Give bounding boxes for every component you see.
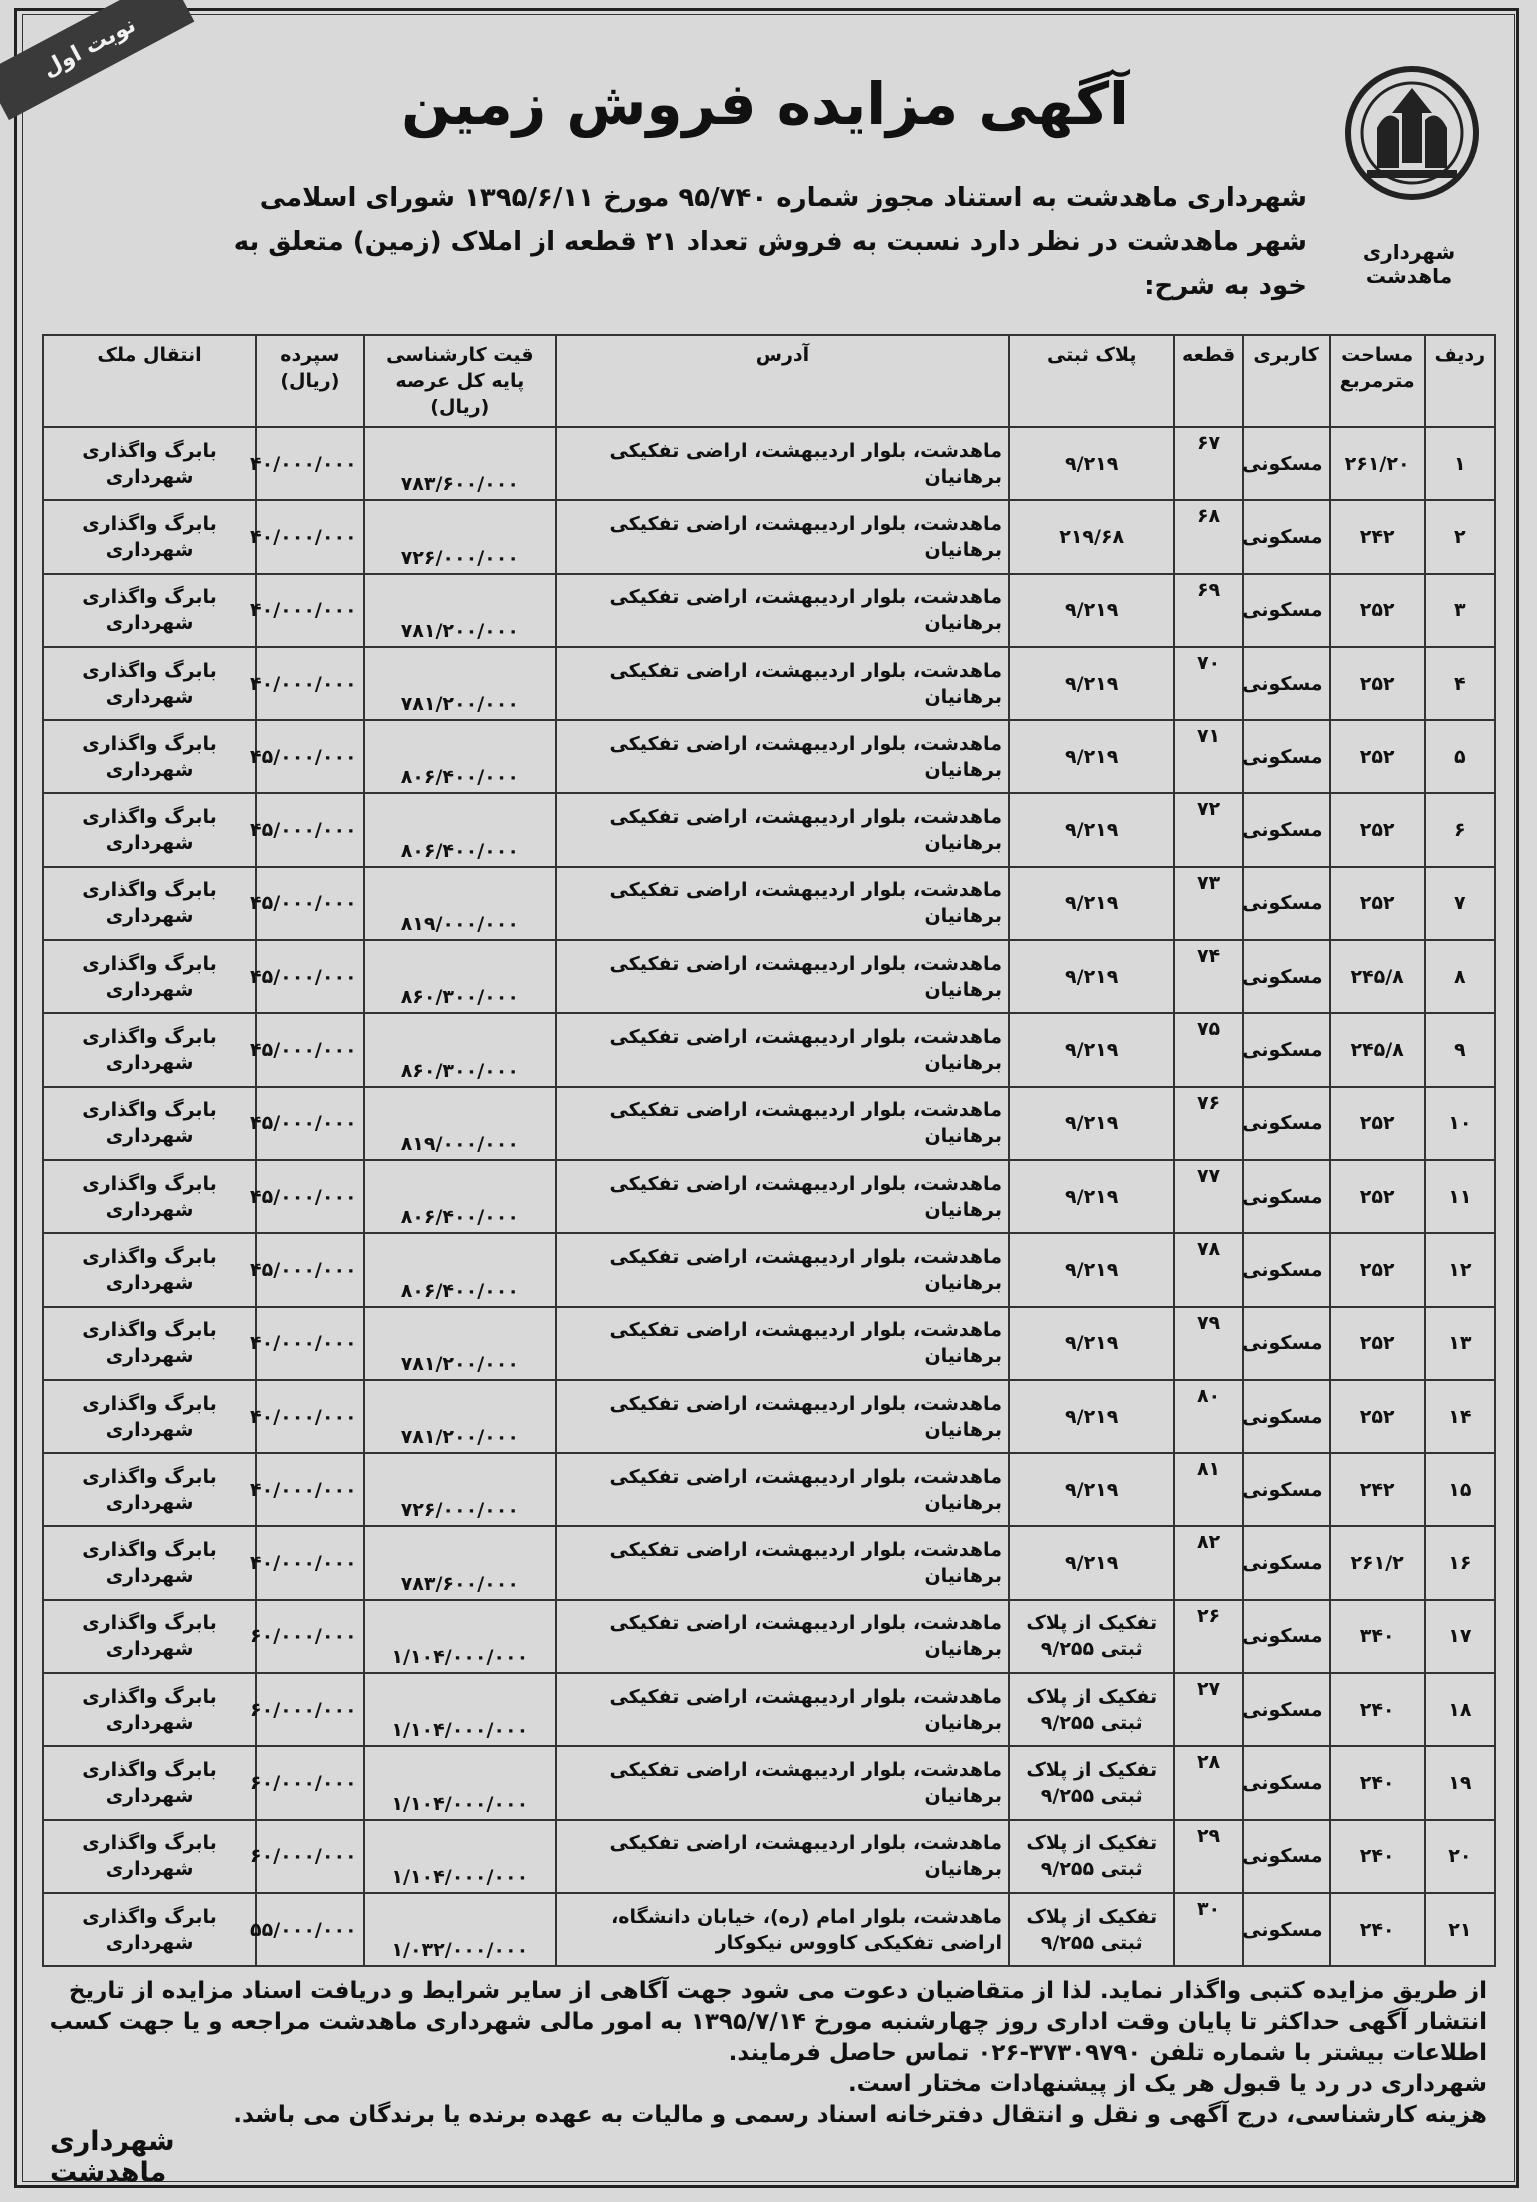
cell-area: ۲۶۱/۲ [1330,1526,1425,1599]
cell-lot: ۲۹ [1174,1820,1242,1893]
cell-deposit: ۴۰/۰۰۰/۰۰۰ [256,1307,364,1380]
header-row: ردیف [1425,335,1495,427]
cell-price: ۷۸۱/۲۰۰/۰۰۰ [364,647,556,720]
cell-area: ۲۵۲ [1330,1233,1425,1306]
cell-area: ۲۴۲ [1330,500,1425,573]
cell-address: ماهدشت، بلوار اردیبهشت، اراضی تفکیکی برهانیان [556,1233,1009,1306]
cell-deposit: ۵۵/۰۰۰/۰۰۰ [256,1893,364,1966]
cell-area: ۲۵۲ [1330,720,1425,793]
cell-address: ماهدشت، بلوار اردیبهشت، اراضی تفکیکی برهانیان [556,867,1009,940]
cell-price: ۱/۰۳۲/۰۰۰/۰۰۰ [364,1893,556,1966]
cell-area: ۲۵۲ [1330,1380,1425,1453]
cell-lot: ۷۶ [1174,1087,1242,1160]
cell-area: ۲۵۲ [1330,647,1425,720]
logo-caption: شهرداری ماهدشت [1362,240,1456,288]
cell-use: مسکونی [1243,1233,1330,1306]
table-row [43,1600,1495,1673]
cell-lot: ۷۳ [1174,867,1242,940]
table-row [43,1820,1495,1893]
cell-use: مسکونی [1243,427,1330,500]
cell-row: ۱۵ [1425,1453,1495,1526]
cell-row: ۳ [1425,574,1495,647]
cell-price: ۷۸۱/۲۰۰/۰۰۰ [364,574,556,647]
cell-use: مسکونی [1243,1893,1330,1966]
cell-use: مسکونی [1243,940,1330,1013]
cell-transfer: بابرگ واگذاری شهرداری [43,1307,256,1380]
intro-text: شهرداری ماهدشت به استناد مجوز شماره ۹۵/۷۴۰ مورخ ۱۳۹۵/۶/۱۱ شورای اسلامی شهر ماهدشت در نظر دارد نسبت به فروش تعداد ۲۱ قطعه از املاک (زمین) متعلق به خود به شرح: [233,183,1307,301]
cell-transfer: بابرگ واگذاری شهرداری [43,1600,256,1673]
cell-use: مسکونی [1243,1087,1330,1160]
cell-deposit: ۶۰/۰۰۰/۰۰۰ [256,1746,364,1819]
cell-address: ماهدشت، بلوار اردیبهشت، اراضی تفکیکی برهانیان [556,1673,1009,1746]
cell-use: مسکونی [1243,1453,1330,1526]
cell-price: ۱/۱۰۴/۰۰۰/۰۰۰ [364,1820,556,1893]
cell-lot: ۲۷ [1174,1673,1242,1746]
cell-plate: ۹/۲۱۹ [1009,1307,1174,1380]
cell-transfer: بابرگ واگذاری شهرداری [43,1380,256,1453]
cell-row: ۴ [1425,647,1495,720]
cell-price: ۸۶۰/۳۰۰/۰۰۰ [364,940,556,1013]
table-row [43,1380,1495,1453]
footer-text [37,1976,1487,2131]
cell-lot: ۸۲ [1174,1526,1242,1599]
cell-deposit: ۴۰/۰۰۰/۰۰۰ [256,1380,364,1453]
cell-address: ماهدشت، بلوار اردیبهشت، اراضی تفکیکی برهانیان [556,1820,1009,1893]
cell-lot: ۷۹ [1174,1307,1242,1380]
cell-plate: ۹/۲۱۹ [1009,427,1174,500]
cell-address: ماهدشت، بلوار اردیبهشت، اراضی تفکیکی برهانیان [556,647,1009,720]
cell-area: ۲۴۰ [1330,1746,1425,1819]
cell-price: ۱/۱۰۴/۰۰۰/۰۰۰ [364,1600,556,1673]
cell-plate: تفکیک از پلاک ثبتی ۹/۲۵۵ [1009,1746,1174,1819]
cell-use: مسکونی [1243,1746,1330,1819]
cell-address: ماهدشت، بلوار اردیبهشت، اراضی تفکیکی برهانیان [556,1087,1009,1160]
cell-deposit: ۴۵/۰۰۰/۰۰۰ [256,793,364,866]
cell-address: ماهدشت، بلوار اردیبهشت، اراضی تفکیکی برهانیان [556,1526,1009,1599]
cell-lot: ۷۰ [1174,647,1242,720]
cell-plate: ۹/۲۱۹ [1009,1380,1174,1453]
cell-row: ۱۰ [1425,1087,1495,1160]
table-row [43,427,1495,500]
cell-transfer: بابرگ واگذاری شهرداری [43,1453,256,1526]
cell-area: ۲۶۱/۲۰ [1330,427,1425,500]
cell-transfer: بابرگ واگذاری شهرداری [43,1233,256,1306]
page-title: آگهی مزایده فروش زمین [401,70,1129,138]
cell-transfer: بابرگ واگذاری شهرداری [43,1160,256,1233]
cell-plate: تفکیک از پلاک ثبتی ۹/۲۵۵ [1009,1673,1174,1746]
cell-address: ماهدشت، بلوار اردیبهشت، اراضی تفکیکی برهانیان [556,1307,1009,1380]
cell-use: مسکونی [1243,793,1330,866]
cell-area: ۲۵۲ [1330,867,1425,940]
cell-plate: ۹/۲۱۹ [1009,1233,1174,1306]
cell-transfer: بابرگ واگذاری شهرداری [43,647,256,720]
cell-row: ۲۱ [1425,1893,1495,1966]
cell-plate: ۹/۲۱۹ [1009,867,1174,940]
table-row [43,1893,1495,1966]
table-row [43,1307,1495,1380]
cell-address: ماهدشت، بلوار اردیبهشت، اراضی تفکیکی برهانیان [556,427,1009,500]
table-row [43,500,1495,573]
header-price: قیت کارشناسی پایه کل عرصه (ریال) [364,335,556,427]
cell-deposit: ۴۰/۰۰۰/۰۰۰ [256,1526,364,1599]
cell-transfer: بابرگ واگذاری شهرداری [43,867,256,940]
table-row [43,1673,1495,1746]
municipality-logo-icon [1337,58,1487,208]
cell-plate: ۹/۲۱۹ [1009,720,1174,793]
cell-row: ۱۲ [1425,1233,1495,1306]
header-area: مساحت مترمربع [1330,335,1425,427]
cell-plate: ۹/۲۱۹ [1009,940,1174,1013]
cell-address: ماهدشت، بلوار اردیبهشت، اراضی تفکیکی برهانیان [556,1453,1009,1526]
cell-lot: ۸۰ [1174,1380,1242,1453]
table-row [43,940,1495,1013]
cell-lot: ۶۹ [1174,574,1242,647]
cell-area: ۲۴۵/۸ [1330,940,1425,1013]
cell-address: ماهدشت، بلوار اردیبهشت، اراضی تفکیکی برهانیان [556,1160,1009,1233]
cell-price: ۸۰۶/۴۰۰/۰۰۰ [364,1160,556,1233]
cell-area: ۳۴۰ [1330,1600,1425,1673]
cell-lot: ۷۸ [1174,1233,1242,1306]
cell-area: ۲۵۲ [1330,793,1425,866]
cell-plate: ۹/۲۱۹ [1009,574,1174,647]
cell-address: ماهدشت، بلوار اردیبهشت، اراضی تفکیکی برهانیان [556,793,1009,866]
cell-price: ۸۶۰/۳۰۰/۰۰۰ [364,1013,556,1086]
cell-deposit: ۶۰/۰۰۰/۰۰۰ [256,1600,364,1673]
header-plate: پلاک ثبتی [1009,335,1174,427]
cell-use: مسکونی [1243,867,1330,940]
cell-lot: ۲۶ [1174,1600,1242,1673]
cell-deposit: ۴۰/۰۰۰/۰۰۰ [256,427,364,500]
cell-deposit: ۴۰/۰۰۰/۰۰۰ [256,1453,364,1526]
cell-use: مسکونی [1243,1380,1330,1453]
round-ribbon: نوبت اول [0,0,194,120]
cell-deposit: ۴۵/۰۰۰/۰۰۰ [256,1013,364,1086]
cell-deposit: ۴۰/۰۰۰/۰۰۰ [256,500,364,573]
cell-plate: ۹/۲۱۹ [1009,1013,1174,1086]
footer-paragraph-3: هزینه کارشناسی، درج آگهی و نقل و انتقال دفترخانه اسناد رسمی و مالیات به عهده برنده یا برندگان می باشد. [233,2102,1487,2128]
cell-price: ۸۱۹/۰۰۰/۰۰۰ [364,867,556,940]
cell-lot: ۷۲ [1174,793,1242,866]
cell-area: ۲۵۲ [1330,1087,1425,1160]
cell-lot: ۲۸ [1174,1746,1242,1819]
cell-deposit: ۴۵/۰۰۰/۰۰۰ [256,867,364,940]
cell-area: ۲۴۰ [1330,1820,1425,1893]
cell-price: ۷۸۱/۲۰۰/۰۰۰ [364,1307,556,1380]
cell-use: مسکونی [1243,1673,1330,1746]
header-deposit: سپرده (ریال) [256,335,364,427]
header-use: کاربری [1243,335,1330,427]
cell-row: ۵ [1425,720,1495,793]
cell-use: مسکونی [1243,1526,1330,1599]
cell-deposit: ۴۵/۰۰۰/۰۰۰ [256,940,364,1013]
cell-use: مسکونی [1243,1160,1330,1233]
cell-lot: ۷۴ [1174,940,1242,1013]
cell-deposit: ۴۰/۰۰۰/۰۰۰ [256,647,364,720]
cell-row: ۱۹ [1425,1746,1495,1819]
cell-deposit: ۴۰/۰۰۰/۰۰۰ [256,574,364,647]
cell-use: مسکونی [1243,1013,1330,1086]
header-address: آدرس [556,335,1009,427]
cell-area: ۲۵۲ [1330,1160,1425,1233]
table-row [43,1746,1495,1819]
footer-paragraph-2: شهرداری در رد یا قبول هر یک از پیشنهادات مختار است. [847,2071,1487,2097]
cell-plate: تفکیک از پلاک ثبتی ۹/۲۵۵ [1009,1820,1174,1893]
cell-use: مسکونی [1243,1307,1330,1380]
cell-transfer: بابرگ واگذاری شهرداری [43,720,256,793]
cell-transfer: بابرگ واگذاری شهرداری [43,1893,256,1966]
cell-transfer: بابرگ واگذاری شهرداری [43,1746,256,1819]
table-row [43,1160,1495,1233]
cell-use: مسکونی [1243,500,1330,573]
cell-row: ۷ [1425,867,1495,940]
table-row [43,647,1495,720]
cell-transfer: بابرگ واگذاری شهرداری [43,1673,256,1746]
cell-price: ۱/۱۰۴/۰۰۰/۰۰۰ [364,1673,556,1746]
cell-plate: ۹/۲۱۹ [1009,793,1174,866]
cell-transfer: بابرگ واگذاری شهرداری [43,427,256,500]
cell-deposit: ۴۵/۰۰۰/۰۰۰ [256,720,364,793]
cell-transfer: بابرگ واگذاری شهرداری [43,500,256,573]
cell-price: ۱/۱۰۴/۰۰۰/۰۰۰ [364,1746,556,1819]
cell-address: ماهدشت، بلوار اردیبهشت، اراضی تفکیکی برهانیان [556,1013,1009,1086]
cell-lot: ۶۸ [1174,500,1242,573]
cell-price: ۸۰۶/۴۰۰/۰۰۰ [364,1233,556,1306]
cell-row: ۱۶ [1425,1526,1495,1599]
cell-use: مسکونی [1243,574,1330,647]
signature: شهرداری ماهدشت [50,2126,175,2188]
cell-row: ۱۷ [1425,1600,1495,1673]
cell-price: ۷۲۶/۰۰۰/۰۰۰ [364,500,556,573]
cell-plate: ۹/۲۱۹ [1009,647,1174,720]
table-row [43,574,1495,647]
cell-transfer: بابرگ واگذاری شهرداری [43,574,256,647]
cell-deposit: ۴۵/۰۰۰/۰۰۰ [256,1233,364,1306]
cell-plate: تفکیک از پلاک ثبتی ۹/۲۵۵ [1009,1600,1174,1673]
cell-area: ۲۵۲ [1330,1307,1425,1380]
cell-row: ۱ [1425,427,1495,500]
cell-row: ۱۳ [1425,1307,1495,1380]
cell-area: ۲۴۰ [1330,1893,1425,1966]
cell-price: ۷۲۶/۰۰۰/۰۰۰ [364,1453,556,1526]
cell-price: ۷۸۱/۲۰۰/۰۰۰ [364,1380,556,1453]
cell-plate: ۹/۲۱۹ [1009,1087,1174,1160]
cell-address: ماهدشت، بلوار اردیبهشت، اراضی تفکیکی برهانیان [556,1600,1009,1673]
cell-lot: ۷۵ [1174,1013,1242,1086]
cell-row: ۲ [1425,500,1495,573]
cell-use: مسکونی [1243,720,1330,793]
cell-deposit: ۴۵/۰۰۰/۰۰۰ [256,1087,364,1160]
cell-transfer: بابرگ واگذاری شهرداری [43,1087,256,1160]
cell-area: ۲۴۵/۸ [1330,1013,1425,1086]
cell-lot: ۸۱ [1174,1453,1242,1526]
cell-deposit: ۴۵/۰۰۰/۰۰۰ [256,1160,364,1233]
cell-price: ۸۰۶/۴۰۰/۰۰۰ [364,793,556,866]
table-row [43,720,1495,793]
table-row [43,867,1495,940]
cell-deposit: ۶۰/۰۰۰/۰۰۰ [256,1673,364,1746]
cell-lot: ۳۰ [1174,1893,1242,1966]
cell-transfer: بابرگ واگذاری شهرداری [43,1013,256,1086]
table-row [43,793,1495,866]
cell-transfer: بابرگ واگذاری شهرداری [43,1526,256,1599]
cell-plate: ۹/۲۱۹ [1009,1453,1174,1526]
cell-use: مسکونی [1243,647,1330,720]
cell-price: ۸۱۹/۰۰۰/۰۰۰ [364,1087,556,1160]
table-header-row [43,335,1495,427]
table-row [43,1526,1495,1599]
cell-price: ۸۰۶/۴۰۰/۰۰۰ [364,720,556,793]
cell-lot: ۷۷ [1174,1160,1242,1233]
cell-row: ۶ [1425,793,1495,866]
cell-address: ماهدشت، بلوار اردیبهشت، اراضی تفکیکی برهانیان [556,500,1009,573]
cell-row: ۲۰ [1425,1820,1495,1893]
cell-area: ۲۴۲ [1330,1453,1425,1526]
cell-transfer: بابرگ واگذاری شهرداری [43,793,256,866]
cell-plate: ۹/۲۱۹ [1009,1160,1174,1233]
table-row [43,1013,1495,1086]
table-row [43,1453,1495,1526]
cell-address: ماهدشت، بلوار اردیبهشت، اراضی تفکیکی برهانیان [556,574,1009,647]
cell-address: ماهدشت، بلوار اردیبهشت، اراضی تفکیکی برهانیان [556,720,1009,793]
cell-plate: ۹/۲۱۹ [1009,1526,1174,1599]
cell-row: ۱۴ [1425,1380,1495,1453]
cell-row: ۸ [1425,940,1495,1013]
cell-use: مسکونی [1243,1600,1330,1673]
table-row [43,1233,1495,1306]
cell-price: ۷۸۳/۶۰۰/۰۰۰ [364,427,556,500]
cell-lot: ۶۷ [1174,427,1242,500]
cell-row: ۱۸ [1425,1673,1495,1746]
cell-address: ماهدشت، بلوار اردیبهشت، اراضی تفکیکی برهانیان [556,1380,1009,1453]
footer-paragraph-1: از طریق مزایده کتبی واگذار نماید. لذا از متقاضیان دعوت می شود جهت آگاهی از سایر شرایط و دریافت اسناد مزایده از تاریخ انتشار آگهی حداکثر تا پایان وقت اداری روز چهارشنبه مورخ ۱۳۹۵/۷/۱۴ به امور مالی شهرداری ماهدشت مراجعه و یا جهت کسب اطلاعات بیشتر با شماره تلفن ۳۷۳۰۹۷۹۰-۰۲۶ تماس حاصل فرمایند. [49,1978,1487,2066]
cell-transfer: بابرگ واگذاری شهرداری [43,1820,256,1893]
cell-plate: ۲۱۹/۶۸ [1009,500,1174,573]
cell-deposit: ۶۰/۰۰۰/۰۰۰ [256,1820,364,1893]
cell-plate: تفکیک از پلاک ثبتی ۹/۲۵۵ [1009,1893,1174,1966]
cell-lot: ۷۱ [1174,720,1242,793]
cell-transfer: بابرگ واگذاری شهرداری [43,940,256,1013]
cell-use: مسکونی [1243,1820,1330,1893]
cell-row: ۱۱ [1425,1160,1495,1233]
cell-area: ۲۵۲ [1330,574,1425,647]
cell-row: ۹ [1425,1013,1495,1086]
table-row [43,1087,1495,1160]
cell-price: ۷۸۳/۶۰۰/۰۰۰ [364,1526,556,1599]
cell-address: ماهدشت، بلوار اردیبهشت، اراضی تفکیکی برهانیان [556,1746,1009,1819]
cell-address: ماهدشت، بلوار اردیبهشت، اراضی تفکیکی برهانیان [556,940,1009,1013]
header-transfer: انتقال ملک [43,335,256,427]
cell-address: ماهدشت، بلوار امام (ره)، خیابان دانشگاه، اراضی تفکیکی کاووس نیکوکار [556,1893,1009,1966]
auction-table [42,334,1496,1967]
header-lot: قطعه [1174,335,1242,427]
cell-area: ۲۴۰ [1330,1673,1425,1746]
